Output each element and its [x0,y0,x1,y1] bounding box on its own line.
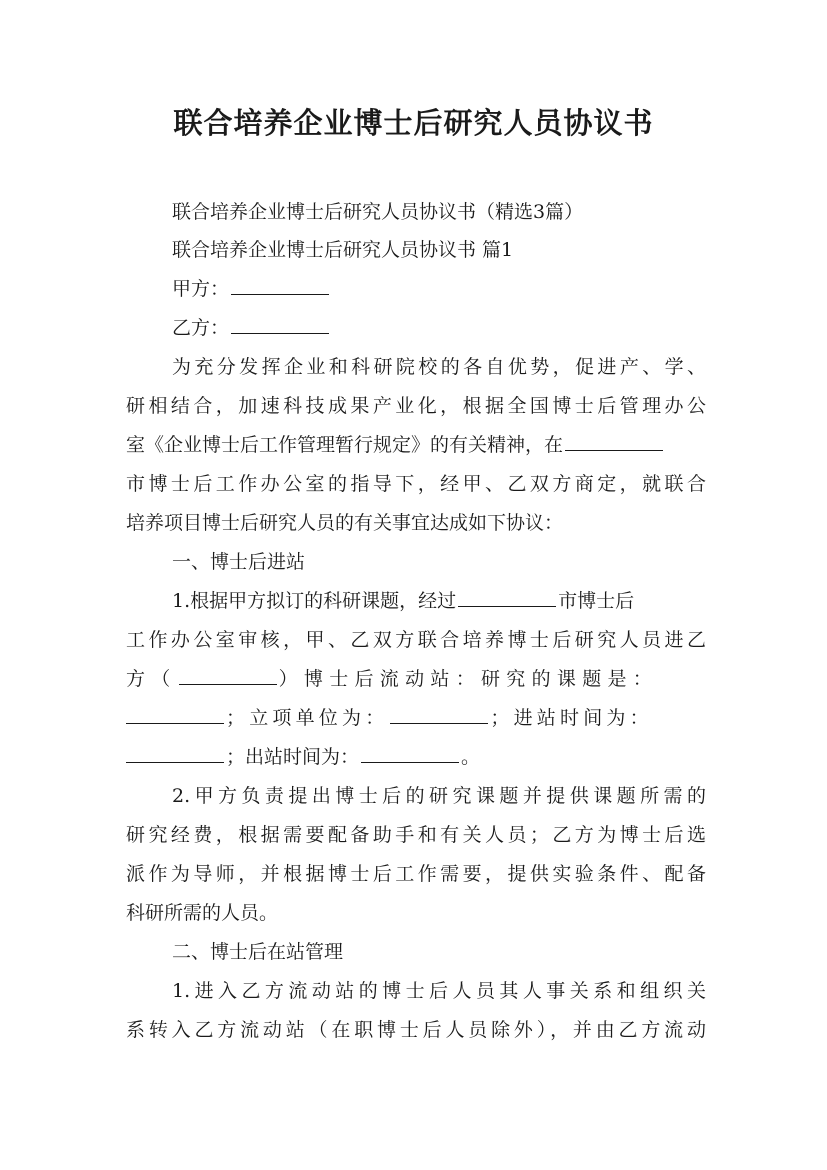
clause-text: 科研所需的人员。 [126,902,279,924]
clause-text: 方（ [126,668,177,690]
clause-text: ；立项单位为： [226,707,389,729]
section-heading-2 [126,933,706,971]
clause-text: ；进站时间为： [490,707,653,729]
city-blank [458,582,556,607]
party-b-line [126,309,706,347]
clause-text: 2.甲方负责提出博士后的研究课题并提供课题所需的 [172,785,706,807]
clause-line [126,621,706,659]
clause-line [126,972,706,1010]
topic-blank [126,699,224,724]
project-unit-blank [390,699,488,724]
clause-text: 派作为导师，并根据博士后工作需要，提供实验条件、配备 [126,863,706,885]
clause-line [126,582,706,620]
clause-text: ）博士后流动站：研究的课题是： [278,668,659,690]
clause-line [126,1011,706,1049]
clause-line [126,816,706,854]
section-heading-text: 一、博士后进站 [172,551,306,573]
clause-text: 1.根据甲方拟订的科研课题，经过 [172,590,457,612]
clause-line [126,660,706,698]
clause-text: 1.进入乙方流动站的博士后人员其人事关系和组织关 [172,980,706,1002]
clause-text: 工作办公室审核，甲、乙双方联合培养博士后研究人员进乙 [126,629,706,651]
section-heading-line [126,231,706,269]
clause-text: ；出站时间为： [226,746,360,768]
paragraph-line [126,348,706,386]
clause-text: 研究经费，根据需要配备助手和有关人员；乙方为博士后选 [126,824,706,846]
party-a-label: 甲方： [172,278,230,300]
paragraph-line [126,426,706,464]
clause-line [126,699,706,737]
clause-text: 系转入乙方流动站（在职博士后人员除外），并由乙方流动 [126,1019,706,1041]
clause-text: 。 [461,746,481,768]
clause-line [126,855,706,893]
exit-date-blank [361,738,459,763]
party-b-label: 乙方： [172,317,230,339]
party-b-blank [231,309,329,334]
paragraph-text: 市博士后工作办公室的指导下，经甲、乙双方商定，就联合 [126,473,706,495]
paragraph-text: 研相结合，加速科技成果产业化，根据全国博士后管理办公 [126,395,706,417]
paragraph-text: 培养项目博士后研究人员的有关事宜达成如下协议： [126,512,564,534]
subtitle-line [126,193,706,231]
city-blank [565,426,663,451]
entry-date-blank [126,738,224,763]
section-heading-text: 联合培养企业博士后研究人员协议书 篇1 [172,239,514,261]
clause-text: 市博士后 [558,590,635,612]
station-blank [179,660,277,685]
clause-line [126,777,706,815]
paragraph-text: 为充分发挥企业和科研院校的各自优势，促进产、学、 [172,356,706,378]
paragraph-line [126,387,706,425]
clause-line [126,738,706,776]
subtitle-text: 联合培养企业博士后研究人员协议书（精选3篇） [172,201,584,223]
paragraph-line [126,504,706,542]
clause-line [126,894,706,932]
party-a-line [126,270,706,308]
paragraph-text: 室《企业博士后工作管理暂行规定》的有关精神，在 [126,434,564,456]
paragraph-line [126,465,706,503]
party-a-blank [231,270,329,295]
section-heading-text: 二、博士后在站管理 [172,941,344,963]
document-title: 联合培养企业博士后研究人员协议书 [173,106,654,140]
section-heading-1 [126,543,706,581]
